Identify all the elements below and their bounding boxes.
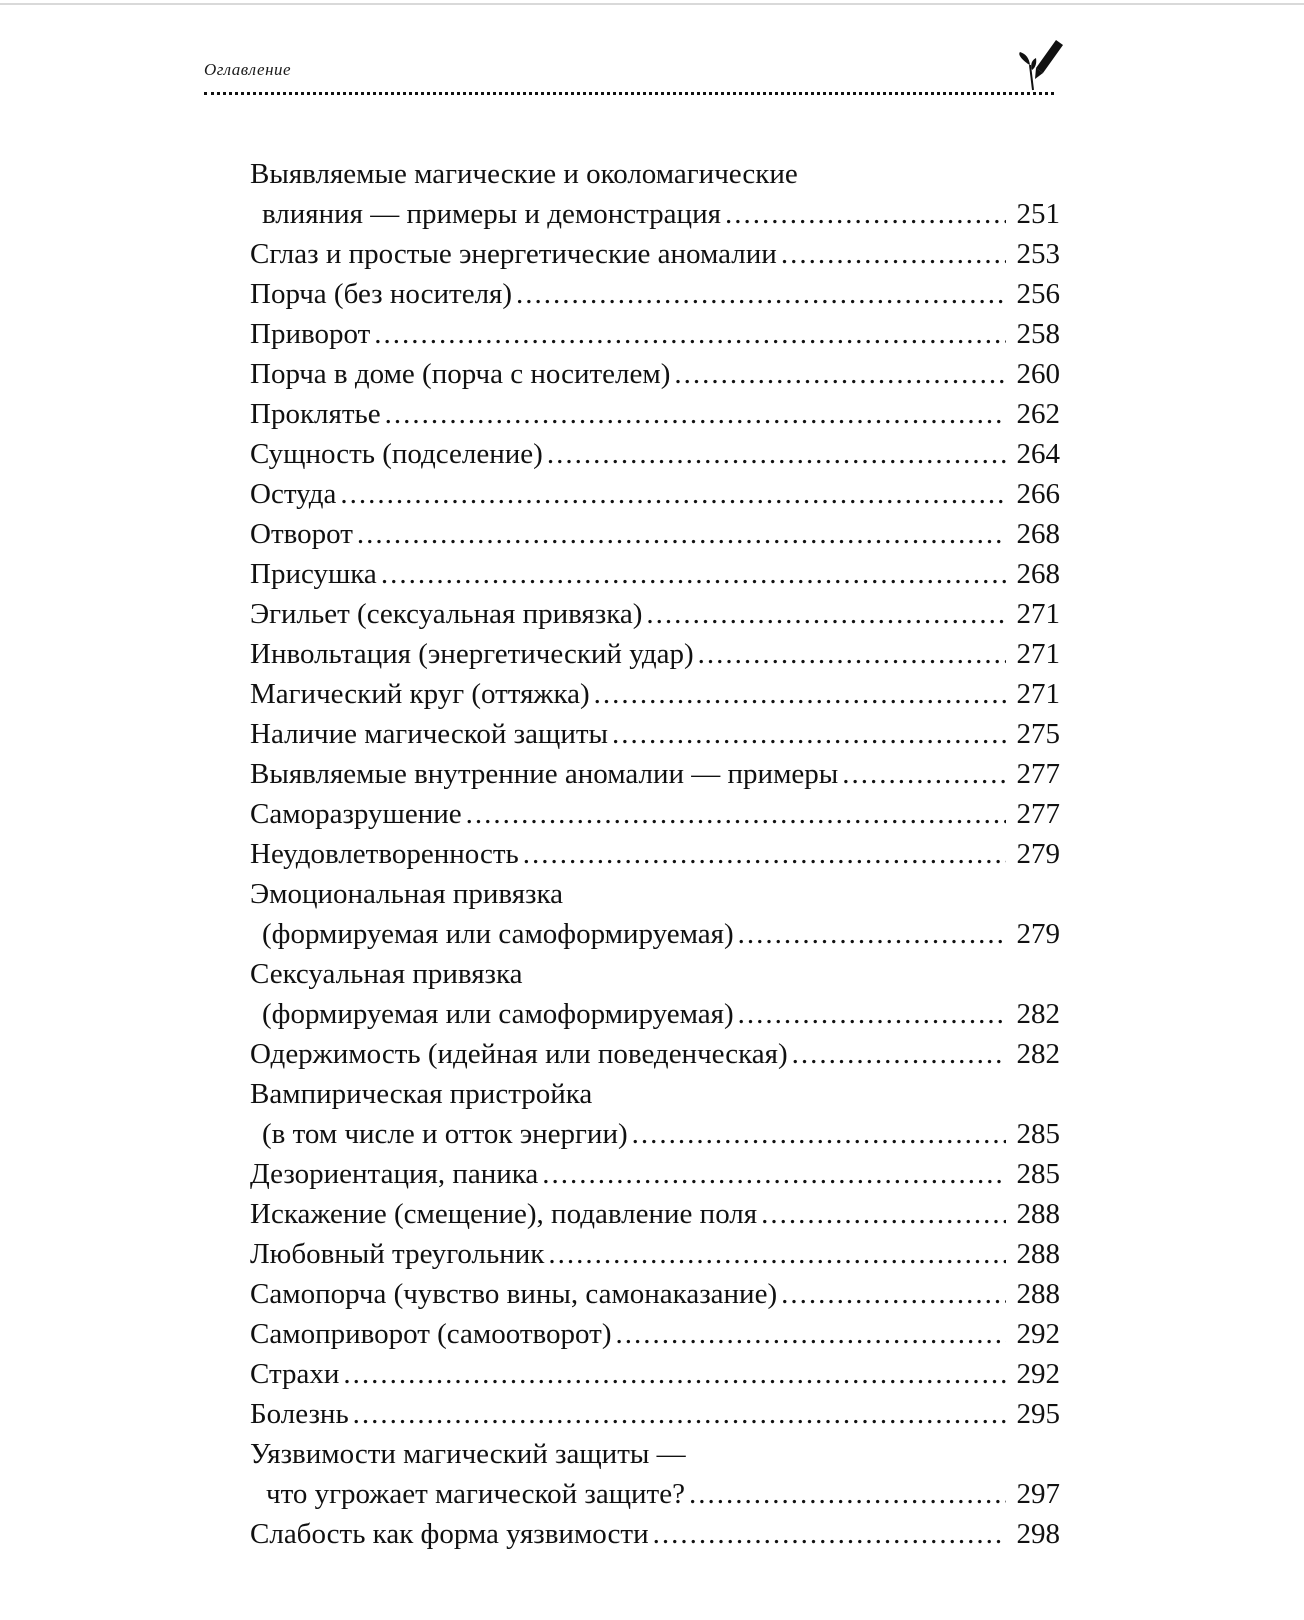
toc-entry-title-line (250, 954, 1060, 994)
dot-leader (689, 1474, 1006, 1514)
toc-entry-title-line (250, 1394, 1060, 1434)
toc-entry-title: Инвольтация (энергетический удар) (250, 638, 694, 670)
toc-entry-title: Дезориентация, паника (250, 1158, 539, 1190)
toc-entry-title: влияния — примеры и демонстрация (262, 198, 721, 230)
table-of-contents (250, 154, 1060, 1554)
dot-leader (343, 1354, 1006, 1394)
toc-entry-title-line (250, 354, 1060, 394)
toc-entry-title: Самоприворот (самоотворот) (250, 1318, 612, 1350)
dot-leader (725, 194, 1006, 234)
toc-entry-title: Выявляемые магические и околомагические (250, 158, 798, 190)
toc-entry (250, 314, 1060, 354)
toc-entry-title: Наличие магической защиты (250, 718, 608, 750)
toc-page-number: 268 (1016, 518, 1060, 550)
toc-entry-title-line (250, 1034, 1060, 1074)
toc-entry (250, 834, 1060, 874)
toc-entry-title-line (250, 714, 1060, 754)
dot-leader (738, 994, 1006, 1034)
toc-page-number: 285 (1016, 1118, 1060, 1150)
dot-leader (781, 1274, 1006, 1314)
toc-page-number: 256 (1016, 278, 1060, 310)
toc-entry-title-line (250, 1514, 1060, 1554)
toc-entry-title: Одержимость (идейная или поведенческая) (250, 1038, 788, 1070)
dot-leader (698, 634, 1006, 674)
toc-entry-title: Искажение (смещение), подавление поля (250, 1198, 758, 1230)
toc-entry (250, 1394, 1060, 1434)
toc-entry-title: Любовный треугольник (250, 1238, 545, 1270)
toc-page-number: 282 (1016, 1038, 1060, 1070)
toc-entry-title-line (250, 554, 1060, 594)
toc-entry-title-line (250, 634, 1060, 674)
toc-entry-title: Магический круг (оттяжка) (250, 678, 590, 710)
dot-leader (385, 394, 1006, 434)
toc-entry-title: Уязвимости магический защиты — (250, 1438, 686, 1470)
dot-leader (674, 354, 1006, 394)
toc-entry-title-line (250, 754, 1060, 794)
dot-leader (516, 274, 1006, 314)
toc-entry (250, 594, 1060, 634)
toc-page-number: 282 (1016, 998, 1060, 1030)
toc-entry-title: Остуда (250, 478, 337, 510)
toc-entry (250, 1194, 1060, 1234)
page-top-border (0, 3, 1304, 5)
dot-leader (761, 1194, 1006, 1234)
toc-entry (250, 634, 1060, 674)
running-head-title: Оглавление (204, 60, 292, 79)
toc-page-number: 271 (1016, 598, 1060, 630)
toc-page-number: 271 (1016, 638, 1060, 670)
toc-entry (250, 794, 1060, 834)
toc-entry (250, 1034, 1060, 1074)
toc-entry (250, 154, 1060, 234)
toc-entry-continuation-line (250, 914, 1060, 954)
toc-page-number: 295 (1016, 1398, 1060, 1430)
toc-entry-title-line (250, 594, 1060, 634)
toc-entry (250, 754, 1060, 794)
header-dotted-rule (204, 92, 1054, 95)
dot-leader (632, 1114, 1006, 1154)
dot-leader (523, 834, 1006, 874)
toc-entry-continuation-line (250, 994, 1060, 1034)
toc-entry-title-line (250, 1194, 1060, 1234)
dot-leader (381, 554, 1006, 594)
toc-entry-title-line (250, 1354, 1060, 1394)
toc-entry-title: Болезнь (250, 1398, 349, 1430)
toc-page-number: 271 (1016, 678, 1060, 710)
toc-page-number: 251 (1016, 198, 1060, 230)
toc-entry-title-line (250, 434, 1060, 474)
toc-entry-continuation-line (250, 194, 1060, 234)
toc-entry-title-line (250, 514, 1060, 554)
toc-entry-title-line (250, 154, 1060, 194)
toc-entry (250, 1514, 1060, 1554)
toc-entry-title-line (250, 234, 1060, 274)
toc-entry-title-line (250, 394, 1060, 434)
toc-page-number: 253 (1016, 238, 1060, 270)
toc-entry (250, 1234, 1060, 1274)
dot-leader (594, 674, 1006, 714)
toc-page-number: 262 (1016, 398, 1060, 430)
toc-entry-title: что угрожает магической защите? (266, 1478, 685, 1510)
toc-entry-title: (формируемая или самоформируемая) (262, 998, 734, 1030)
dot-leader (615, 1314, 1006, 1354)
dot-leader (653, 1514, 1006, 1554)
toc-entry-title: Эмоциональная привязка (250, 878, 564, 910)
toc-page-number: 260 (1016, 358, 1060, 390)
dot-leader (374, 314, 1006, 354)
dot-leader (738, 914, 1006, 954)
toc-entry-title-line (250, 314, 1060, 354)
toc-entry-title: Присушка (250, 558, 377, 590)
toc-entry-title-line (250, 874, 1060, 914)
toc-entry-title: Приворот (250, 318, 371, 350)
toc-entry-title-line (250, 1314, 1060, 1354)
toc-entry (250, 434, 1060, 474)
toc-page-number: 285 (1016, 1158, 1060, 1190)
toc-entry (250, 554, 1060, 594)
toc-entry (250, 1274, 1060, 1314)
toc-entry-title: Страхи (250, 1358, 340, 1390)
dot-leader (612, 714, 1006, 754)
toc-page-number: 277 (1016, 798, 1060, 830)
toc-page-number: 279 (1016, 838, 1060, 870)
toc-entry-title-line (250, 794, 1060, 834)
toc-page-number: 298 (1016, 1518, 1060, 1550)
toc-entry-title-line (250, 474, 1060, 514)
toc-entry-title: Слабость как форма уязвимости (250, 1518, 649, 1550)
toc-entry-continuation-line (250, 1474, 1060, 1514)
dot-leader (548, 1234, 1006, 1274)
toc-entry (250, 674, 1060, 714)
toc-page-number: 292 (1016, 1318, 1060, 1350)
toc-entry-title: Неудовлетворенность (250, 838, 519, 870)
toc-entry (250, 1074, 1060, 1154)
toc-entry-title: Порча в доме (порча с носителем) (250, 358, 671, 390)
toc-entry (250, 274, 1060, 314)
dot-leader (842, 754, 1006, 794)
toc-entry (250, 874, 1060, 954)
toc-entry-title: Эгильет (сексуальная привязка) (250, 598, 643, 630)
toc-entry-title: Сексуальная привязка (250, 958, 523, 990)
toc-page-number: 297 (1016, 1478, 1060, 1510)
dot-leader (781, 234, 1006, 274)
dot-leader (340, 474, 1006, 514)
toc-entry (250, 1354, 1060, 1394)
toc-entry (250, 354, 1060, 394)
toc-entry-title-line (250, 1434, 1060, 1474)
toc-entry-title-line (250, 1234, 1060, 1274)
toc-entry (250, 234, 1060, 274)
toc-page-number: 288 (1016, 1238, 1060, 1270)
toc-entry-title: (формируемая или самоформируемая) (262, 918, 734, 950)
toc-entry-title: Вампирическая пристройка (250, 1078, 593, 1110)
dot-leader (542, 1154, 1006, 1194)
toc-entry-continuation-line (250, 1114, 1060, 1154)
toc-entry-title: Отворот (250, 518, 353, 550)
toc-page-number: 288 (1016, 1198, 1060, 1230)
dot-leader (646, 594, 1006, 634)
toc-entry-title: Выявляемые внутренние аномалии — примеры (250, 758, 839, 790)
toc-page-number: 279 (1016, 918, 1060, 950)
toc-entry (250, 954, 1060, 1034)
dot-leader (466, 794, 1006, 834)
toc-entry (250, 514, 1060, 554)
toc-entry-title-line (250, 674, 1060, 714)
toc-entry-title: Порча (без носителя) (250, 278, 513, 310)
toc-entry-title: Сущность (подселение) (250, 438, 543, 470)
dot-leader (353, 1394, 1006, 1434)
toc-entry-title: Самопорча (чувство вины, самонаказание) (250, 1278, 778, 1310)
toc-entry (250, 1314, 1060, 1354)
toc-page-number: 266 (1016, 478, 1060, 510)
toc-page-number: 258 (1016, 318, 1060, 350)
toc-entry-title: (в том числе и отток энергии) (262, 1118, 628, 1150)
dot-leader (547, 434, 1006, 474)
dot-leader (792, 1034, 1006, 1074)
toc-entry (250, 714, 1060, 754)
toc-entry-title-line (250, 274, 1060, 314)
toc-entry (250, 1154, 1060, 1194)
toc-entry-title: Сглаз и простые энергетические аномалии (250, 238, 777, 270)
toc-page-number: 277 (1016, 758, 1060, 790)
toc-entry-title: Саморазрушение (250, 798, 462, 830)
toc-page-number: 264 (1016, 438, 1060, 470)
toc-page-number: 292 (1016, 1358, 1060, 1390)
toc-entry-title-line (250, 1074, 1060, 1114)
toc-entry-title-line (250, 1274, 1060, 1314)
dot-leader (357, 514, 1006, 554)
toc-entry (250, 1434, 1060, 1514)
pen-leaf-icon (1016, 34, 1066, 94)
toc-entry-title: Проклятье (250, 398, 381, 430)
toc-entry (250, 394, 1060, 434)
toc-page-number: 275 (1016, 718, 1060, 750)
toc-entry (250, 474, 1060, 514)
toc-entry-title-line (250, 834, 1060, 874)
toc-page-number: 268 (1016, 558, 1060, 590)
toc-page-number: 288 (1016, 1278, 1060, 1310)
toc-entry-title-line (250, 1154, 1060, 1194)
